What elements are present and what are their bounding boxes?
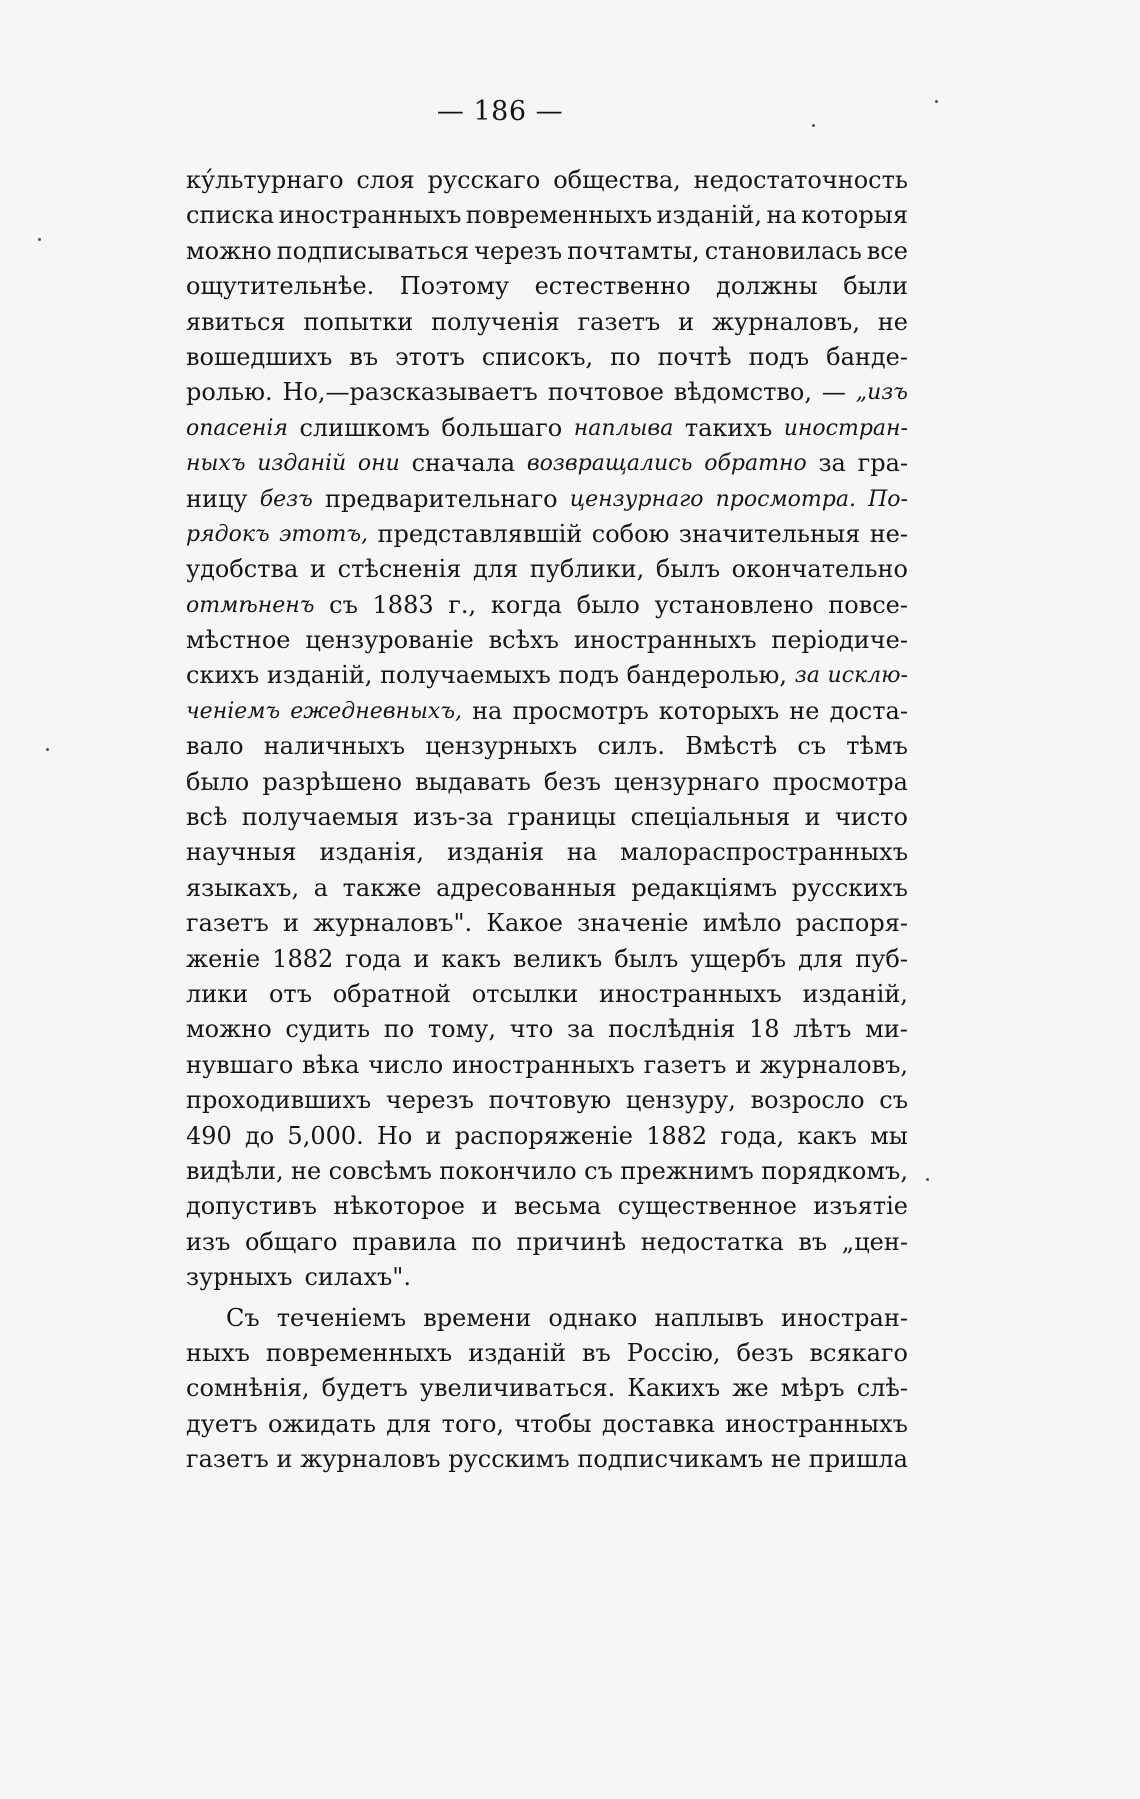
word: пришла — [808, 1445, 908, 1474]
word: иностранныхъ — [599, 979, 782, 1008]
word: цензурнаго — [569, 486, 704, 512]
word: причинѣ — [516, 1227, 627, 1256]
word: цензурованіе — [305, 626, 474, 655]
word: иностранныхъ — [725, 1409, 908, 1438]
word: получаемыхъ — [380, 661, 551, 690]
word: всѣ — [186, 803, 228, 832]
word: цензурныхъ — [425, 732, 578, 761]
word: 1882 — [272, 944, 334, 973]
text-line — [186, 446, 908, 481]
word: журналовъ". — [313, 909, 473, 938]
word: обратно — [704, 451, 807, 477]
word: газетъ — [186, 909, 269, 938]
text-line — [186, 906, 908, 941]
word: собою — [591, 519, 670, 548]
word: общества, — [553, 166, 681, 194]
word: а — [313, 873, 328, 902]
word: ежедневныхъ, — [290, 698, 462, 724]
word: отмѣненъ — [186, 592, 315, 618]
word: 5,000. — [287, 1121, 364, 1150]
word: по — [383, 1015, 415, 1044]
word: мѣръ — [780, 1374, 845, 1403]
word: подписываться — [276, 236, 470, 265]
word: Какое — [486, 909, 563, 938]
text-line — [186, 411, 908, 446]
word: безъ — [259, 486, 313, 512]
word: все — [866, 236, 908, 265]
word: съ — [584, 1156, 613, 1185]
word: малораспространныхъ — [620, 838, 908, 867]
word: почтовую — [488, 1086, 612, 1115]
word: Вмѣстѣ — [685, 732, 778, 761]
word: года — [345, 944, 402, 973]
word: черезъ — [474, 236, 563, 265]
word: были — [843, 272, 908, 301]
word: ощутительнѣе. — [186, 272, 375, 301]
text-line — [186, 800, 908, 835]
word: силахъ". — [304, 1263, 411, 1292]
word: тому, — [427, 1015, 496, 1044]
word: выдавать — [414, 767, 531, 796]
word: ныхъ — [186, 1338, 250, 1367]
word: безъ — [543, 767, 601, 796]
word: повременныхъ — [265, 1338, 453, 1367]
word: полученія — [431, 307, 560, 336]
word: и — [804, 803, 821, 832]
word: представлявшій — [377, 519, 583, 548]
word: изданій — [468, 1338, 567, 1367]
scan-speck — [38, 238, 41, 241]
word: не — [291, 1156, 322, 1185]
word: списка — [186, 201, 275, 230]
word: и — [282, 909, 299, 938]
word: предварительнаго — [324, 484, 558, 513]
word: черезъ — [385, 1086, 474, 1115]
word: журналовъ, — [760, 1050, 908, 1079]
word: Поэтому — [399, 272, 510, 301]
text-line — [186, 375, 908, 410]
word: можно — [186, 236, 272, 265]
word: по — [471, 1227, 502, 1256]
text-line — [186, 942, 908, 977]
word: нувшаго — [186, 1050, 294, 1079]
text-line — [186, 1260, 908, 1295]
text-line — [186, 1225, 908, 1260]
word: просмотра — [772, 767, 908, 796]
word: послѣднія — [608, 1015, 736, 1044]
word: доставка — [601, 1409, 715, 1438]
text-line — [186, 729, 908, 764]
word: изданій, — [656, 201, 762, 230]
word: на — [566, 838, 598, 867]
word: покончило — [439, 1156, 577, 1185]
word: должны — [716, 272, 818, 301]
scan-speck — [812, 124, 815, 127]
text-line — [186, 1371, 908, 1406]
word: за — [794, 663, 820, 689]
word: порядкомъ, — [761, 1156, 908, 1185]
word: однако — [548, 1303, 638, 1332]
word: также — [342, 873, 422, 902]
word: былъ — [614, 944, 679, 973]
word: возвращались — [526, 451, 693, 477]
word: иностран- — [781, 1303, 908, 1332]
word: года, — [720, 1121, 785, 1150]
word: ченіемъ — [186, 698, 281, 724]
word: въ — [582, 1338, 611, 1367]
word: имѣло — [702, 909, 782, 938]
word: получаемыя — [241, 803, 399, 832]
word: окончательно — [731, 555, 908, 584]
word: для — [472, 555, 519, 584]
word: слишкомъ — [299, 413, 430, 442]
word: Какихъ — [627, 1374, 721, 1403]
word: гра- — [857, 449, 908, 478]
word: возросло — [750, 1086, 865, 1115]
word: подъ — [558, 661, 619, 690]
word: что — [509, 1015, 554, 1044]
word: и — [310, 555, 326, 584]
word: ожидать — [267, 1409, 376, 1438]
word: разрѣшено — [262, 767, 402, 796]
text-line — [186, 1301, 908, 1336]
word: для — [386, 1409, 432, 1438]
word: чисто — [834, 803, 908, 832]
text-line — [186, 1442, 908, 1477]
word: журналовъ, — [711, 307, 860, 336]
text-line — [186, 234, 908, 269]
word: того, — [441, 1409, 505, 1438]
word: недостатка — [640, 1227, 784, 1256]
text-line — [186, 835, 908, 870]
word: изданія, — [319, 838, 425, 867]
word: для — [798, 944, 844, 973]
word: Но — [376, 1121, 413, 1150]
word: 490 — [186, 1121, 232, 1150]
word: ныхъ — [186, 451, 246, 477]
word: изъ — [186, 1227, 231, 1256]
word: съ — [797, 732, 827, 761]
text-line — [186, 1083, 908, 1118]
text-line — [186, 269, 908, 304]
word: и — [735, 1050, 752, 1079]
text-line — [186, 517, 908, 552]
word: съ — [329, 590, 358, 619]
word: всѣхъ — [488, 626, 559, 655]
word: сначала — [411, 449, 516, 478]
scan-speck — [935, 100, 938, 103]
word: мы — [870, 1121, 908, 1150]
word: когда — [490, 590, 562, 619]
word: за — [566, 1015, 595, 1044]
word: распоря- — [795, 909, 908, 938]
word: ущербъ — [690, 944, 787, 973]
word: вѣка — [302, 1050, 360, 1079]
word: какъ — [441, 944, 501, 973]
word: наплыва — [573, 415, 674, 441]
word: значеніе — [577, 909, 689, 938]
word: всякаго — [809, 1338, 908, 1367]
word: по — [610, 342, 641, 371]
word: иностранныхъ — [452, 1050, 635, 1079]
word: „цен- — [841, 1227, 908, 1256]
word: По- — [868, 486, 908, 512]
word: почтамты, — [567, 236, 700, 265]
word: повсе- — [828, 590, 908, 619]
word: просмотръ — [512, 696, 649, 725]
word: ницу — [186, 484, 248, 513]
word: мѣстное — [186, 626, 291, 655]
word: языкахъ, — [186, 873, 300, 902]
word: ми- — [865, 1015, 908, 1044]
text-line — [186, 1119, 908, 1154]
word: совсѣмъ — [328, 1156, 432, 1185]
word: изданій, — [266, 661, 373, 690]
word: этотъ — [395, 342, 465, 371]
word: подписчикамъ — [577, 1445, 764, 1474]
word: зурныхъ — [186, 1263, 293, 1292]
word: отъ — [268, 979, 312, 1008]
word: ку́льтурнаго — [186, 166, 344, 194]
word: обратной — [332, 979, 452, 1008]
word: до — [245, 1121, 275, 1150]
word: наличныхъ — [263, 732, 406, 761]
word: публики, — [529, 555, 645, 584]
text-line — [186, 1012, 908, 1047]
word: судить — [285, 1015, 371, 1044]
word: журналовъ — [300, 1445, 441, 1474]
text-line — [186, 340, 908, 375]
word: которыя — [801, 201, 908, 230]
word: вошедшихъ — [186, 342, 333, 371]
word: изданія — [446, 838, 544, 867]
word: редакціямъ — [631, 873, 778, 902]
page-number: — 186 — — [436, 96, 564, 127]
word: — — [821, 378, 846, 407]
word: они — [357, 451, 400, 477]
word: и — [413, 944, 430, 973]
word: слоя — [356, 166, 415, 194]
word: г., — [448, 590, 477, 619]
word: наплывъ — [654, 1303, 764, 1332]
word: времени — [423, 1303, 532, 1332]
word: изъ-за — [413, 803, 494, 832]
word: почтовое — [547, 378, 664, 407]
word: газетъ — [186, 1445, 269, 1474]
word: прежнимъ — [620, 1156, 754, 1185]
word: исклю- — [827, 663, 908, 689]
word: не — [877, 307, 908, 336]
word: женіе — [186, 944, 261, 973]
word: русскимъ — [448, 1445, 570, 1474]
word: газетъ — [577, 307, 661, 336]
word: не — [770, 1445, 802, 1474]
word: 1883 — [372, 590, 434, 619]
word: какъ — [797, 1121, 857, 1150]
word: существенное — [617, 1192, 797, 1221]
word: силъ. — [597, 732, 666, 761]
word: увеличиваться. — [419, 1374, 616, 1403]
word: чтобы — [514, 1409, 592, 1438]
text-line — [186, 1048, 908, 1083]
text-line — [186, 482, 908, 517]
word: проходившихъ — [186, 1086, 372, 1115]
word: научныя — [186, 838, 297, 867]
word: явиться — [186, 307, 286, 336]
word: не- — [869, 519, 908, 548]
word: число — [368, 1050, 444, 1079]
word: спеціальныя — [630, 803, 791, 832]
word: сомнѣнія, — [186, 1374, 310, 1403]
word: и — [425, 1121, 442, 1150]
word: весьма — [513, 1192, 602, 1221]
word: списокъ, — [481, 342, 594, 371]
word: изданій, — [802, 979, 908, 1008]
body-text — [186, 163, 908, 1477]
text-line — [186, 552, 908, 587]
word: лѣтъ — [793, 1015, 852, 1044]
word: вѣдомство, — [673, 378, 812, 407]
text-line — [186, 198, 908, 233]
word: же — [732, 1374, 769, 1403]
text-line — [186, 163, 908, 198]
scan-speck — [926, 1178, 929, 1181]
text-line — [186, 623, 908, 658]
word: дуетъ — [186, 1409, 258, 1438]
word: допустивъ — [186, 1192, 317, 1221]
word: бандеролью, — [626, 661, 788, 690]
word: Съ — [226, 1303, 260, 1332]
word: просмотра. — [715, 486, 856, 512]
word: цензуру, — [625, 1086, 736, 1115]
word: 18 — [748, 1015, 780, 1044]
word: удобства — [186, 555, 299, 584]
word: Но,—разсказываетъ — [282, 378, 538, 407]
word: газетъ — [643, 1050, 727, 1079]
text-line — [186, 1336, 908, 1371]
word: на — [472, 696, 503, 725]
word: въ — [798, 1227, 828, 1256]
text-line — [186, 1189, 908, 1224]
word: на — [766, 201, 797, 230]
word: теченіемъ — [276, 1303, 407, 1332]
text-line — [186, 658, 908, 693]
word: можно — [186, 1015, 272, 1044]
text-line — [186, 765, 908, 800]
word: попытки — [303, 307, 414, 336]
word: періодиче- — [771, 626, 908, 655]
word: скихъ — [186, 661, 260, 690]
word: съ — [879, 1086, 908, 1115]
word: банде- — [826, 342, 908, 371]
word: иностран- — [783, 415, 908, 441]
word: иностранныхъ — [573, 626, 757, 655]
word: рядокъ — [186, 521, 270, 547]
word: доста- — [829, 696, 908, 725]
text-line — [186, 305, 908, 340]
text-line — [186, 1154, 908, 1189]
word: установлено — [654, 590, 814, 619]
word: и — [276, 1445, 293, 1474]
text-line — [186, 1407, 908, 1442]
word: адресованныя — [436, 873, 617, 902]
word: общаго — [244, 1227, 338, 1256]
word: русскаго — [427, 166, 541, 194]
word: иностранныхъ — [278, 201, 462, 230]
text-line — [186, 977, 908, 1012]
word: отсылки — [471, 979, 579, 1008]
word: былъ — [655, 555, 720, 584]
word: нѣкоторое — [333, 1192, 465, 1221]
scan-speck — [46, 748, 49, 751]
word: русскихъ — [791, 873, 908, 902]
word: цензурнаго — [614, 767, 760, 796]
word: недостаточность — [693, 166, 908, 194]
word: видѣли, — [186, 1156, 284, 1185]
word: границы — [507, 803, 617, 832]
word: 1882 — [646, 1121, 708, 1150]
word: будетъ — [321, 1374, 408, 1403]
word: великъ — [513, 944, 603, 973]
word: почтѣ — [657, 342, 732, 371]
word: изъятіе — [813, 1192, 908, 1221]
word: было — [186, 767, 250, 796]
word: „изъ — [855, 380, 908, 406]
word: большаго — [441, 413, 563, 442]
word: изданій — [257, 451, 347, 477]
word: значительныя — [678, 519, 861, 548]
word: лики — [186, 979, 249, 1008]
word: такихъ — [684, 413, 773, 442]
word: опасенія — [186, 415, 288, 441]
word: становилась — [704, 236, 862, 265]
word: правила — [352, 1227, 457, 1256]
word: повременныхъ — [465, 201, 653, 230]
word: пуб- — [855, 944, 908, 973]
text-line — [186, 871, 908, 906]
word: за — [818, 449, 846, 478]
word: не — [789, 696, 820, 725]
word: и — [481, 1192, 498, 1221]
word: которыхъ — [658, 696, 780, 725]
word: естественно — [534, 272, 691, 301]
word: вало — [186, 732, 244, 761]
word: слѣ- — [856, 1374, 908, 1403]
word: подъ — [748, 342, 810, 371]
word: Россію, — [626, 1338, 721, 1367]
word: стѣсненія — [337, 555, 462, 584]
word: и — [678, 307, 695, 336]
word: безъ — [736, 1338, 794, 1367]
word: тѣмъ — [846, 732, 908, 761]
word: распоряженіе — [454, 1121, 633, 1150]
word: ролью. — [186, 378, 273, 407]
word: этотъ, — [279, 521, 369, 547]
word: было — [576, 590, 640, 619]
word: въ — [349, 342, 379, 371]
text-line — [186, 694, 908, 729]
text-line — [186, 588, 908, 623]
